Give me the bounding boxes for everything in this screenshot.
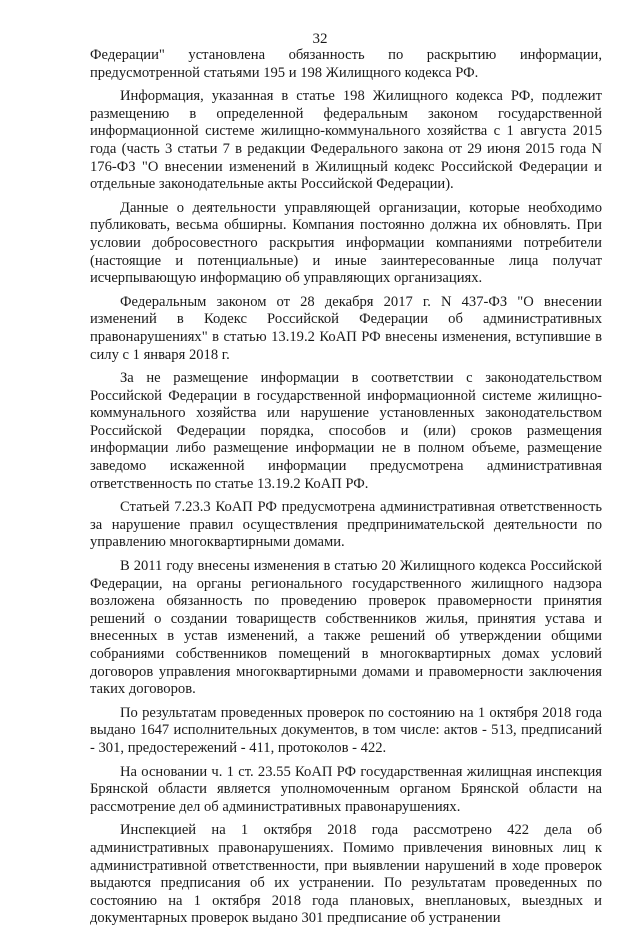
paragraph-1: Федерации" установлена обязанность по раскрытию информации, предусмотренной статьями 195 и 198 Жилищного кодекса РФ. [90, 47, 602, 81]
paragraph-9: На основании ч. 1 ст. 23.55 КоАП РФ государственная жилищная инспекция Брянской области является уполномоченным органом Брянской области на рассмотрение дел об административных правонарушениях. [90, 763, 602, 815]
paragraph-8: По результатам проведенных проверок по состоянию на 1 октября 2018 года выдано 1647 исполнительных документов, в том числе: актов - 513, предписаний - 301, предостережений - 411, протоколов - 422. [90, 704, 602, 756]
paragraph-6: Статьей 7.23.3 КоАП РФ предусмотрена административная ответственность за нарушение правил осуществления предпринимательской деятельности по управлению многоквартирными домами. [90, 499, 602, 551]
paragraph-3: Данные о деятельности управляющей организации, которые необходимо публиковать, весьма обширны. Компания постоянно должна их обновлять. При условии добросовестного раскрытия информации компаниями потребители (настоящие и потенциальные) и иные заинтересованные лица получат исчерпывающую информацию об управляющих организациях. [90, 199, 602, 287]
paragraph-2: Информация, указанная в статье 198 Жилищного кодекса РФ, подлежит размещению в определенной федеральным законом государственной информационной системе жилищно-коммунального хозяйства с 1 августа 2015 года (часть 3 статьи 7 в редакции Федерального закона от 29 июня 2015 года N 176-ФЗ "О внесении изменений в Жилищный кодекс Российской Федерации и отдельные законодательные акты Российской Федерации). [90, 88, 602, 193]
paragraph-7: В 2011 году внесены изменения в статью 20 Жилищного кодекса Российской Федерации, на органы регионального государственного жилищного надзора возложена обязанность по проведению проверок правомерности принятия решений о создании товариществ собственников жилья, принятия устава и внесенных в устав изменений, а также решений об утверждении общими собраниями собственников помещений в многоквартирных домах условий договоров управления многоквартирными домами и правомерности заключения таких договоров. [90, 558, 602, 698]
paragraph-5: За не размещение информации в соответствии с законодательством Российской Федерации в государственной информационной системе жилищно-коммунального хозяйства или нарушение установленных законодательством Российской Федерации порядка, способов и (или) сроков размещения информации либо размещение информации не в полном объеме, размещение заведомо искаженной информации предусмотрена административная ответственность по статье 13.19.2 КоАП РФ. [90, 370, 602, 492]
paragraph-10: Инспекцией на 1 октября 2018 года рассмотрено 422 дела об административных правонарушениях. Помимо привлечения виновных лиц к административной ответственности, при выявлении нарушений в ходе проверок выдаются предписания об их устранении. По результатам проведенных по состоянию на 1 октября 2018 года плановых, внеплановых, выездных и документарных проверок выдано 301 предписание об устранении [90, 822, 602, 927]
page-number: 32 [312, 31, 328, 47]
paragraph-4: Федеральным законом от 28 декабря 2017 г. N 437-ФЗ "О внесении изменений в Кодекс Российской Федерации об административных правонарушениях" в статью 13.19.2 КоАП РФ внесены изменения, вступившие в силу с 1 января 2018 г. [90, 293, 602, 363]
document-body [90, 47, 602, 934]
